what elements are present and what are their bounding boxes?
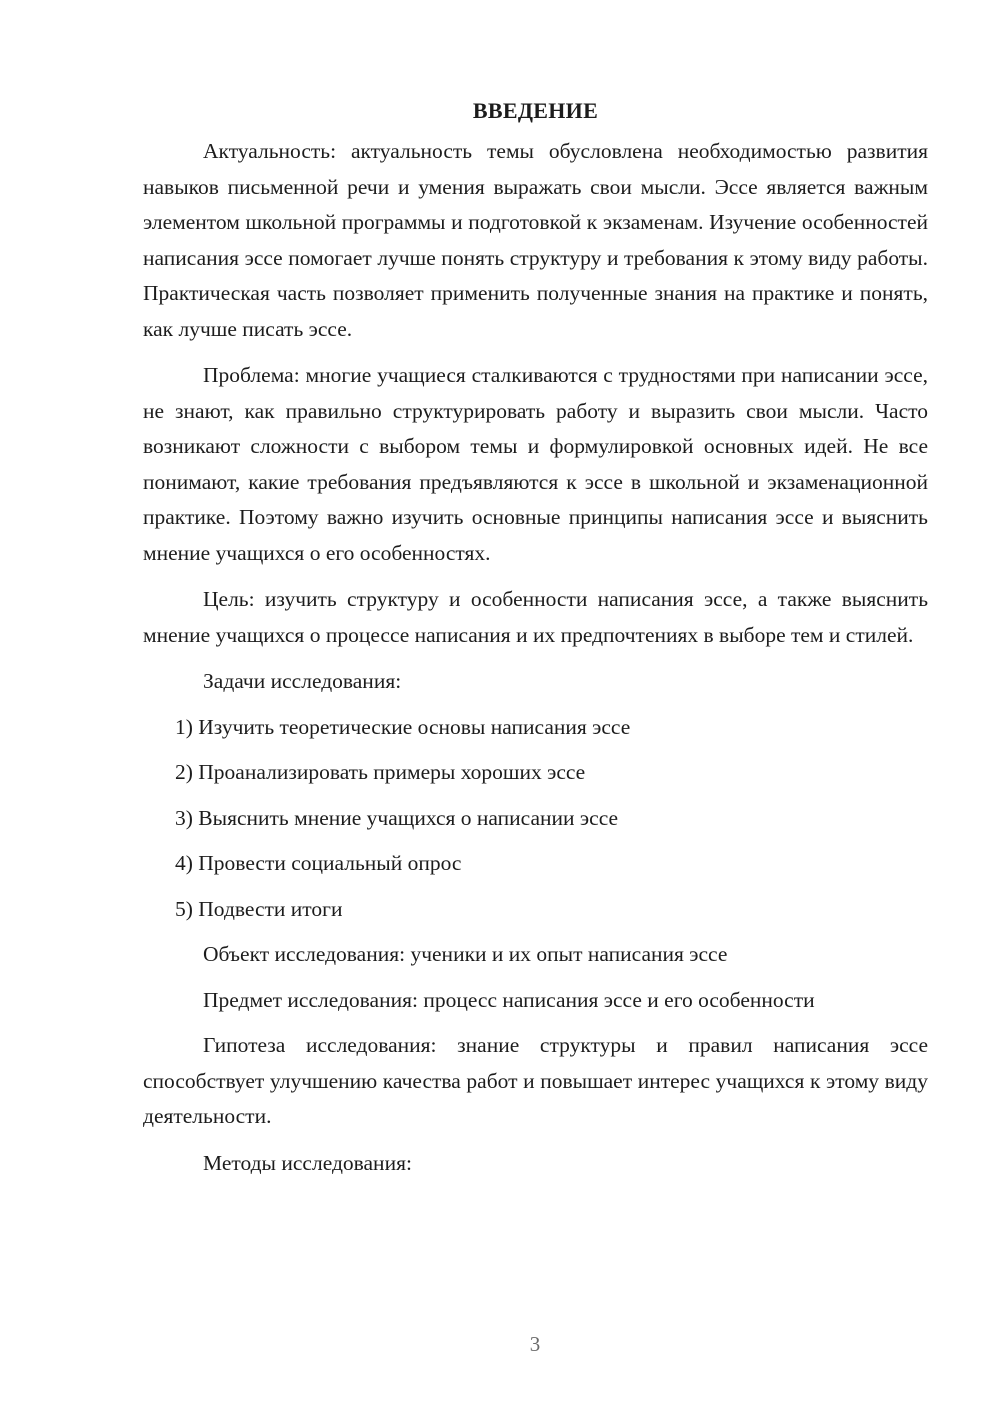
tasks-heading: Задачи исследования: xyxy=(203,669,402,693)
list-item: 3) Выяснить мнение учащихся о написании эссе xyxy=(175,805,619,830)
page-title: ВВЕДЕНИЕ xyxy=(472,98,599,123)
list-item: 4) Провести социальный опрос xyxy=(175,851,462,875)
document-page xyxy=(143,94,928,1191)
hypothesis-paragraph: Гипотеза исследования: знание структуры и правил написания эссе способствует улучшению качества работ и повышает интерес учащихся к этому виду деятельности. xyxy=(143,1033,928,1128)
relevance-paragraph: Актуальность: актуальность темы обусловлена необходимостью развития навыков письменной речи и умения выражать свои мысли. Эссе является важным элементом школьной программы и подготовкой к экзаменам. Изучение особенностей написания эссе помогает лучше понять структуру и требования к этому виду работы. Практическая часть позволяет применить полученные знания на практике и понять, как лучше писать эссе. xyxy=(143,139,928,341)
goal-paragraph: Цель: изучить структуру и особенности написания эссе, а также выяснить мнение учащихся о процессе написания и их предпочтениях в выборе тем и стилей. xyxy=(143,587,928,647)
problem-paragraph: Проблема: многие учащиеся сталкиваются с трудностями при написании эссе, не знают, как правильно структурировать работу и выразить свои мысли. Часто возникают сложности с выбором темы и формулировкой основных идей. Не все понимают, какие требования предъявляются к эссе в школьной и экзаменационной практике. Поэтому важно изучить основные принципы написания эссе и выяснить мнение учащихся о его особенностях. xyxy=(143,363,928,565)
list-item: 2) Проанализировать примеры хороших эссе xyxy=(175,760,586,784)
page-number: 3 xyxy=(529,1332,541,1356)
methods-heading: Методы исследования: xyxy=(203,1150,412,1175)
tasks-list xyxy=(143,710,928,928)
list-item: 1) Изучить теоретические основы написания эссе xyxy=(175,714,631,739)
research-object: Объект исследования: ученики и их опыт написания эссе xyxy=(203,942,728,966)
list-item: 5) Подвести итоги xyxy=(175,896,343,921)
research-subject: Предмет исследования: процесс написания эссе и его особенности xyxy=(203,987,815,1012)
